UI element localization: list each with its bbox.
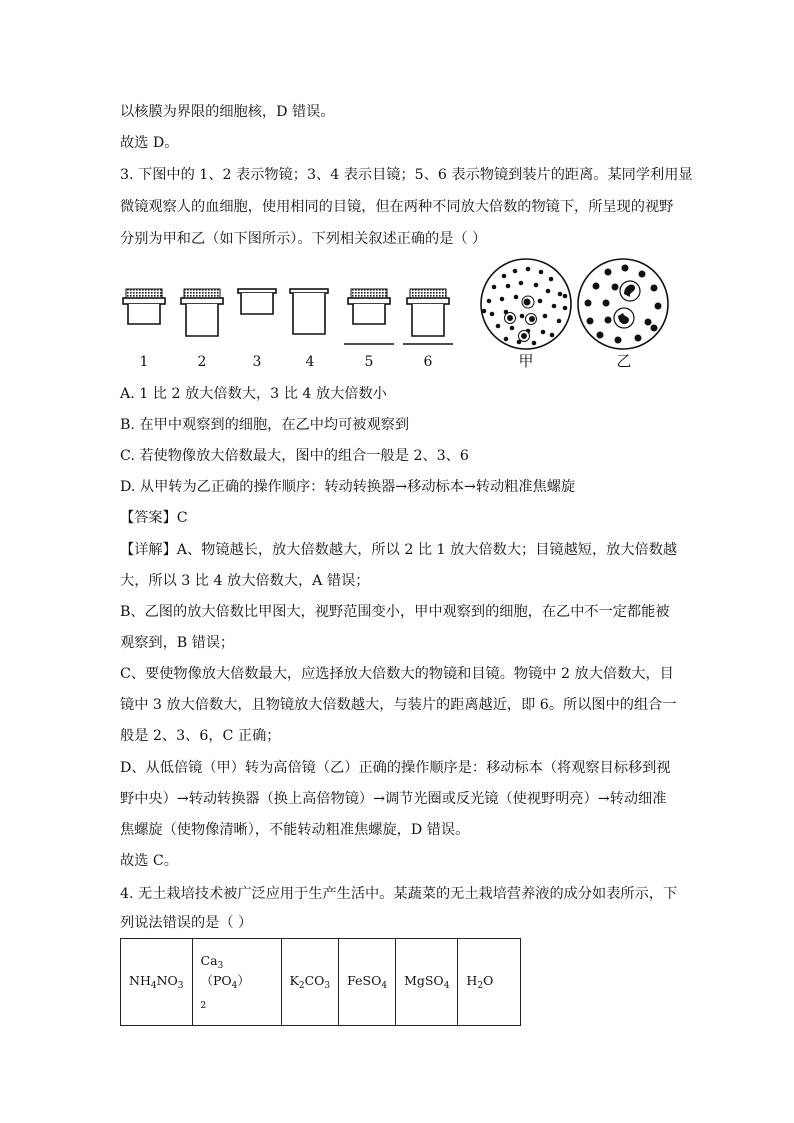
lens-label-1: 1 <box>139 354 149 370</box>
option-b: B. 在甲中观察到的细胞，在乙中均可被观察到 <box>120 417 410 433</box>
conclusion-line: 故选 C。 <box>120 853 178 869</box>
explanation-line-2: 大，所以 3 比 4 放大倍数大，A 错误； <box>120 573 370 589</box>
field-of-view-jia <box>481 259 571 349</box>
explanation-line-5: C、要使物像放大倍数最大，应选择放大倍数大的物镜和目镜。物镜中 2 放大倍数大，目 <box>120 666 674 682</box>
explanation-line-4: 观察到，B 错误； <box>120 635 235 651</box>
lens-label-3: 3 <box>252 354 262 370</box>
question-4-line-1: 4. 无土栽培技术被广泛应用于生产生活中。某蔬菜的无土栽培营养液的成分如表所示，下 <box>120 886 678 902</box>
question-3-line-3: 分别为甲和乙（如下图所示）。下列相关叙述正确的是（ ） <box>120 231 487 247</box>
field-label-yi: 乙 <box>616 352 632 370</box>
objective-distance-6 <box>403 289 453 344</box>
explanation-line-8: D、从低倍镜（甲）转为高倍镜（乙）正确的操作顺序是：移动标本（将观察目标移到视 <box>120 760 671 776</box>
explanation-line-10: 焦螺旋（使物像清晰），不能转动粗准焦螺旋，D 错误。 <box>120 822 470 838</box>
option-c: C. 若使物像放大倍数最大，图中的组合一般是 2、3、6 <box>120 448 469 464</box>
eyepiece-4 <box>290 289 328 334</box>
option-a: A. 1 比 2 放大倍数大，3 比 4 放大倍数小 <box>120 386 387 402</box>
explanation-line-9: 野中央）→转动转换器（换上高倍物镜）→调节光圈或反光镜（使视野明亮）→转动细准 <box>120 791 667 807</box>
explanation-line-1: 【详解】A、物镜越长，放大倍数越大，所以 2 比 1 放大倍数大；目镜越短，放大倍数越 <box>120 542 678 558</box>
option-d: D. 从甲转为乙正确的操作顺序：转动转换器→移动标本→转动粗准焦螺旋 <box>120 479 576 495</box>
explanation-line-6: 镜中 3 放大倍数大，且物镜放大倍数越大，与装片的距离越近，即 6。所以图中的组合一 <box>120 697 677 713</box>
cell-h2o: $H_2O$ <box>458 939 521 1026</box>
lens-label-5: 5 <box>364 354 374 370</box>
lens-label-2: 2 <box>197 354 207 370</box>
microscope-figure <box>118 256 678 374</box>
question-4-line-2: 列说法错误的是（ ） <box>120 915 253 931</box>
cell-k2co3: $K_2CO_3$ <box>281 939 339 1026</box>
lens-label-6: 6 <box>423 354 433 370</box>
eyepiece-3 <box>238 289 276 314</box>
explanation-line-3: B、乙图的放大倍数比甲图大，视野范围变小，甲中观察到的细胞，在乙中不一定都能被 <box>120 604 670 620</box>
text-line-2: 故选 D。 <box>120 135 179 151</box>
objective-lens-1 <box>123 289 165 324</box>
text-line-1: 以核膜为界限的细胞核，D 错误。 <box>120 104 335 120</box>
question-3-line-2: 微镜观察人的血细胞，使用相同的目镜，但在两种不同放大倍数的物镜下，所呈现的视野 <box>120 199 674 215</box>
table-row <box>121 939 521 1026</box>
nutrient-table <box>120 938 521 1026</box>
field-of-view-yi <box>578 259 668 349</box>
explanation-line-7: 般是 2、3、6，C 正确； <box>120 728 281 744</box>
field-label-jia: 甲 <box>518 352 534 370</box>
cell-mgso4: MgSO$_4$ <box>396 939 458 1026</box>
question-3-line-1: 3. 下图中的 1、2 表示物镜；3、4 表示目镜；5、6 表示物镜到装片的距离。某同学利用显 <box>120 167 693 183</box>
answer-line: 【答案】C <box>120 510 188 526</box>
cell-nh4no3: $NH_4NO_3$ <box>121 939 193 1026</box>
cell-ca3po42: $Ca_3(PO_4)$ 2 <box>192 939 281 1026</box>
cell-feso4: FeSO$_4$ <box>339 939 396 1026</box>
objective-lens-2 <box>181 289 223 336</box>
objective-distance-5 <box>344 289 394 344</box>
lens-label-4: 4 <box>305 354 315 370</box>
